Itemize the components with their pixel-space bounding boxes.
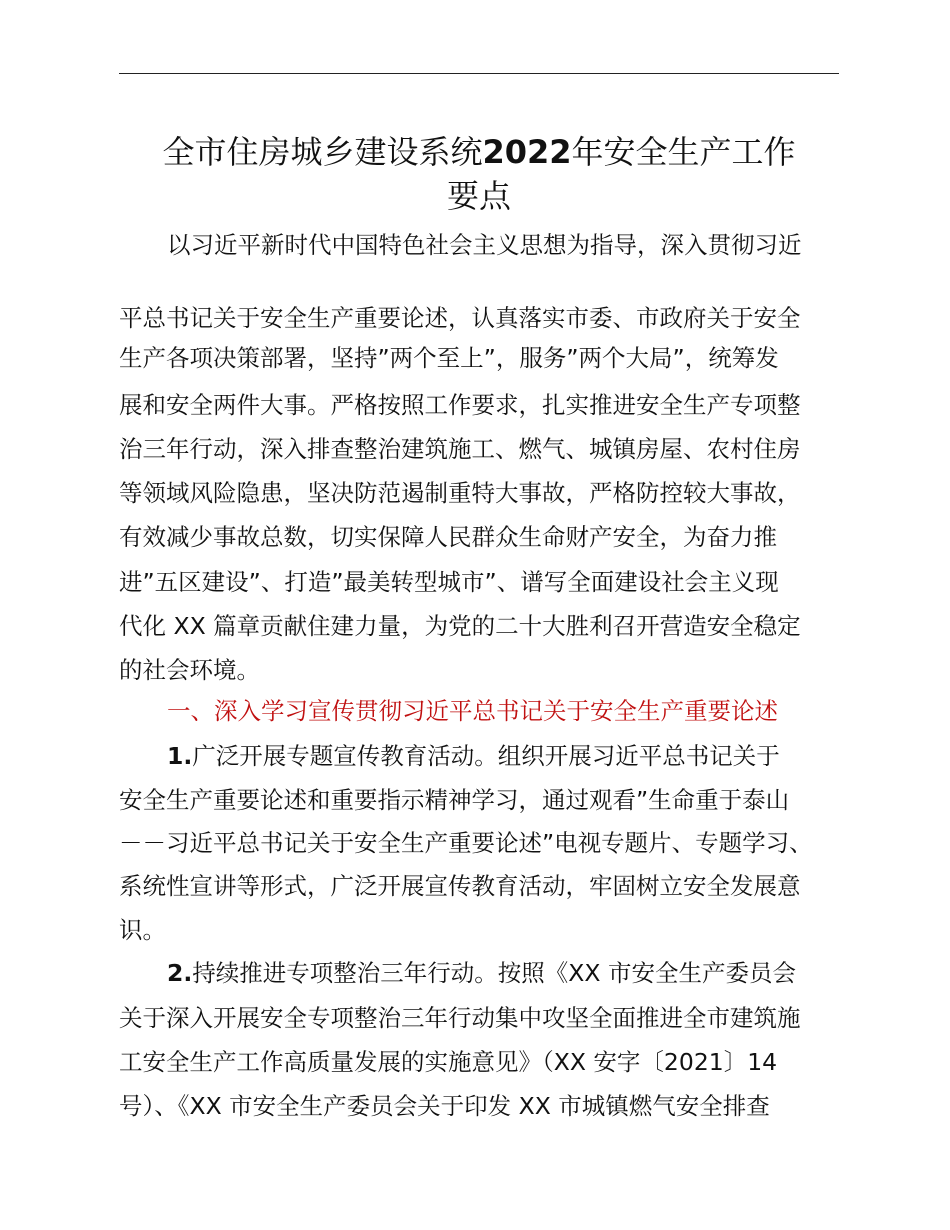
title-year: 2022 <box>482 133 572 171</box>
intro-line: 有效减少事故总数，切实保障人民群众生命财产安全，为奋力推 <box>119 523 777 551</box>
item-2-line: 关于深入开展安全专项整治三年行动集中攻坚全面推进全市建筑施 <box>119 1004 801 1032</box>
intro-line: 以习近平新时代中国特色社会主义思想为指导，深入贯彻习近 <box>167 231 802 259</box>
intro-line: 生产各项决策部署，坚持”两个至上”，服务”两个大局”，统筹发 <box>119 344 779 372</box>
title-line-2: 要点 <box>446 177 511 215</box>
intro-line: 展和安全两件大事。严格按照工作要求，扎实推进安全生产专项整 <box>119 391 801 419</box>
item-1-line: 识。 <box>119 916 166 944</box>
item-2-line: 号）、《XX 市安全生产委员会关于印发 XX 市城镇燃气安全排查 <box>119 1092 770 1120</box>
header-rule <box>119 73 839 74</box>
item-number: 1. <box>167 742 193 770</box>
item-1-line: 安全生产重要论述和重要指示精神学习，通过观看”生命重于泰山 <box>119 786 790 814</box>
document-title <box>119 130 839 218</box>
intro-line: 治三年行动，深入排查整治建筑施工、燃气、城镇房屋、农村住房 <box>119 435 801 463</box>
intro-line: 进”五区建设”、打造”最美转型城市”、谱写全面建设社会主义现 <box>119 568 779 596</box>
item-1-first-line: 1.广泛开展专题宣传教育活动。组织开展习近平总书记关于 <box>167 742 780 770</box>
section-heading-1: 一、深入学习宣传贯彻习近平总书记关于安全生产重要论述 <box>167 697 778 725</box>
item-number: 2. <box>167 959 193 987</box>
intro-line: 等领域风险隐患，坚决防范遏制重特大事故，严格防控较大事故， <box>119 479 801 507</box>
intro-line: 代化 XX 篇章贡献住建力量，为党的二十大胜利召开营造安全稳定 <box>119 612 801 640</box>
item-2-first-line: 2.持续推进专项整治三年行动。按照《XX 市安全生产委员会 <box>167 959 796 987</box>
intro-line: 的社会环境。 <box>119 656 260 684</box>
intro-line: 平总书记关于安全生产重要论述，认真落实市委、市政府关于安全 <box>119 304 801 332</box>
item-2-line: 工安全生产工作高质量发展的实施意见》（XX 安字〔2021〕14 <box>119 1048 778 1076</box>
item-1-line: 系统性宣讲等形式，广泛开展宣传教育活动，牢固树立安全发展意 <box>119 872 801 900</box>
title-line-1: 全市住房城乡建设系统2022年安全生产工作 <box>162 133 796 171</box>
item-1-line: －－习近平总书记关于安全生产重要论述”电视专题片、专题学习、 <box>119 829 813 857</box>
